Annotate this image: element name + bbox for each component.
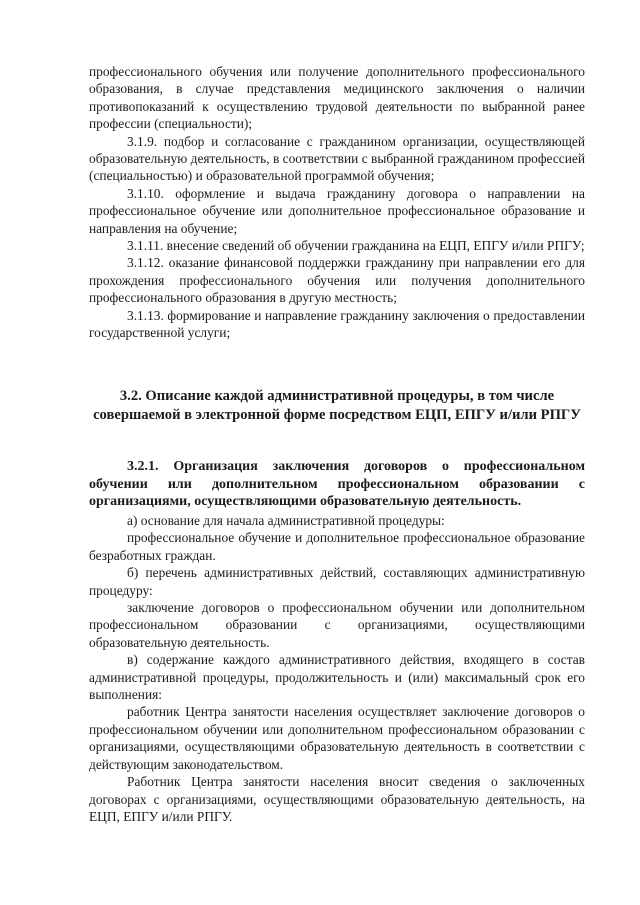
paragraph-3-1-8-continued: профессионального обучения или получение дополнительного профессионального образования, в случае представления медицинского заключения о наличии противопоказаний к осуществлению трудовой деятельности по выбранной ранее профессии (специальности); <box>89 64 585 132</box>
paragraph-v-contents: в) содержание каждого административного действия, входящего в состав административной процедуры, продолжительность и (или) максимальный срок его выполнения: <box>89 652 585 703</box>
procedure-list-continued <box>89 63 585 342</box>
paragraph-a-content: профессиональное обучение и дополнительное профессиональное образование безработных граждан. <box>89 530 585 563</box>
paragraph-b-list: б) перечень административных действий, составляющих административную процедуру: <box>89 565 585 598</box>
paragraph-b-content: заключение договоров о профессиональном обучении или дополнительном профессиональном образовании с организациями, осуществляющими образовательную деятельность. <box>89 600 585 650</box>
subsection-heading-3-2-1: 3.2.1. Организация заключения договоров о профессиональном обучении или дополнительном профессиональном образовании с организациями, осуществляющими образовательную деятельность. <box>89 459 585 510</box>
procedure-description <box>89 512 585 825</box>
paragraph-3-1-10: 3.1.10. оформление и выдача гражданину договора о направлении на профессиональное обучение или дополнительное профессиональное образование и направления на обучение; <box>89 185 585 236</box>
paragraph-3-1-13: 3.1.13. формирование и направление гражданину заключения о предоставлении государственной услуги; <box>89 307 585 341</box>
section-heading-3-2: 3.2. Описание каждой административной процедуры, в том числе совершаемой в электронной форме посредством ЕЦП, ЕПГУ и/или РПГУ <box>93 388 581 423</box>
paragraph-a-basis: а) основание для начала административной процедуры: <box>127 513 445 528</box>
paragraph-v-worker-contracts: работник Центра занятости населения осуществляет заключение договоров о профессиональном обучении или дополнительном профессиональном образовании с организациями, осуществляющими образовательную деятельность в соответствии с действующим законодательством. <box>89 704 585 772</box>
paragraph-3-1-11: 3.1.11. внесение сведений об обучении гражданина на ЕЦП, ЕПГУ и/или РПГУ; <box>127 238 585 254</box>
paragraph-v-worker-records: Работник Центра занятости населения вносит сведения о заключенных договорах с организациями, осуществляющими образовательную деятельность, на ЕЦП, ЕПГУ и/или РПГУ. <box>89 774 585 824</box>
paragraph-3-1-12: 3.1.12. оказание финансовой поддержки гражданину при направлении его для прохождения профессионального обучения или получения дополнительного профессионального образования в другую местность; <box>89 255 585 306</box>
paragraph-3-1-9: 3.1.9. подбор и согласование с гражданином организации, осуществляющей образовательную деятельность, в соответствии с выбранной гражданином профессией (специальностью) и образовательной программой обучения; <box>89 133 585 184</box>
